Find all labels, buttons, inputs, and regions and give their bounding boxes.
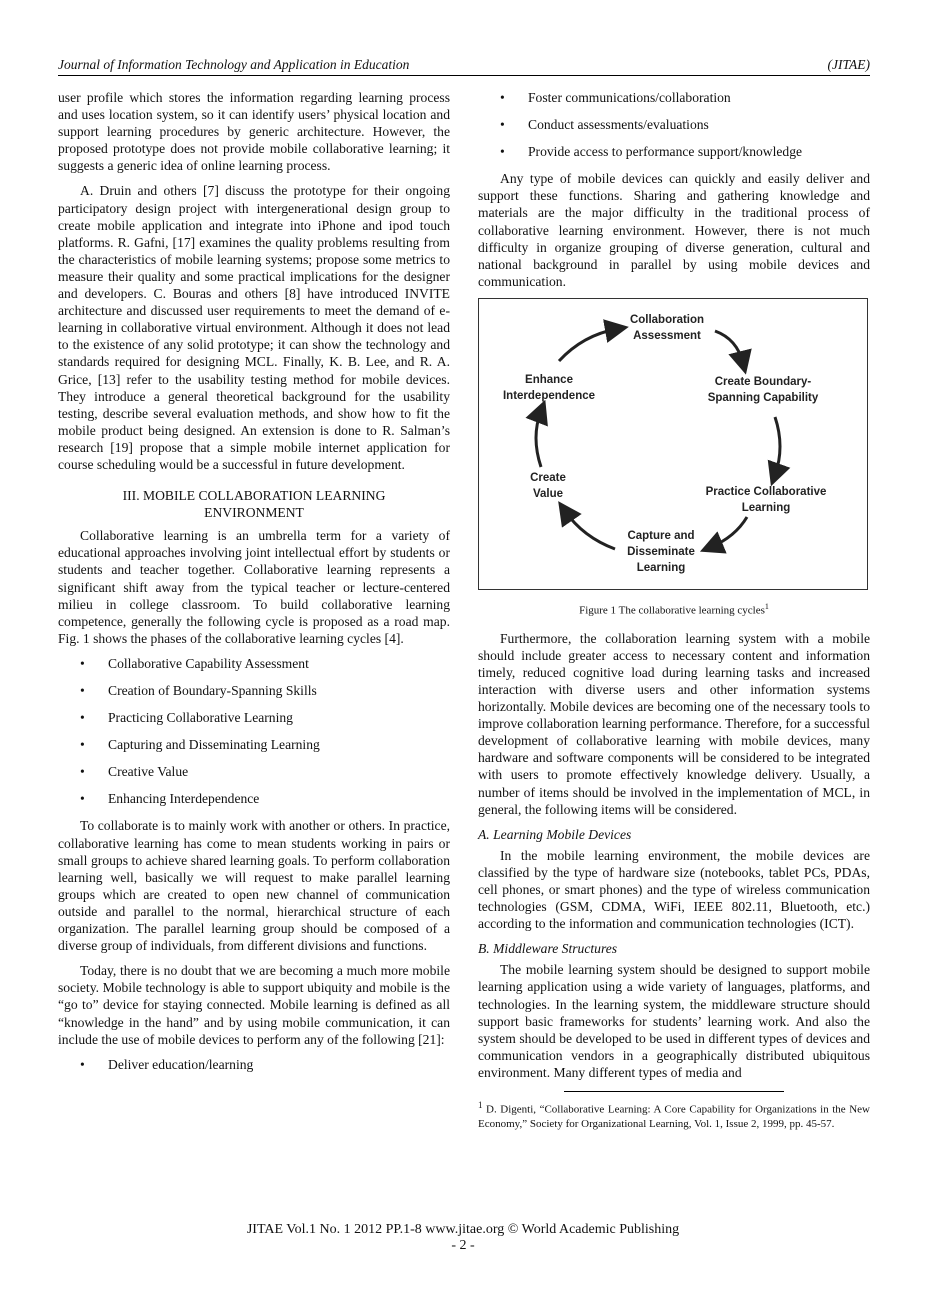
- footer-citation: JITAE Vol.1 No. 1 2012 PP.1-8 www.jitae.org © World Academic Publishing: [246, 1222, 680, 1237]
- footnote-number: 1: [478, 1100, 483, 1111]
- cycle-node-label: Create Value: [530, 471, 566, 500]
- list-item: • Creative Value: [58, 763, 450, 780]
- header-rule: [58, 75, 870, 76]
- paragraph: Today, there is no doubt that we are becoming a much more mobile society. Mobile technology is able to support ubiquity and mobile is the “go to” device for staying connected. Mobile learning is defined as all “knowledge in the hand” and by using mobile communication, it can include the use of mobile devices to perform any of the following [21]:: [58, 963, 450, 1047]
- footnote-text: D. Digenti, “Collaborative Learning: A Core Capability for Organizations in the New Economy,” Society for Organizational Learning, Vol. 1, Issue 2, 1999, pp. 45-57.: [478, 1103, 870, 1130]
- paragraph: user profile which stores the information regarding learning process and uses location system, so it can identify users’ physical location and support learning procedures by generic architecture. However, the proposed prototype does not provide mobile collaborative learning; it suggests a generic idea of online learning process.: [58, 90, 450, 174]
- list-item: • Enhancing Interdependence: [58, 790, 450, 807]
- cycle-node-label: Practice Collaborative Learning: [705, 485, 827, 514]
- footnote-rule: [564, 1091, 784, 1092]
- paragraph: In the mobile learning environment, the mobile devices are classified by the type of hardware size (notebooks, tablet PCs, PDAs, cell phones, or smart phones) and the type of wireless communication technologies (GSM, CDMA, WiFi, IEEE 802.11, Bluetooth, etc.) according to the information and communication technologies (ICT).: [478, 847, 870, 932]
- paragraph: A. Druin and others [7] discuss the prototype for their ongoing participatory design project with intergenerational design group to create mobile application and integrate into iPhone and ipod touch platforms. R. Gafni, [17] examines the quality problems resulting from the characteristics of mobile learning systems; propose some metrics to measure their quality and some practical implications for the designer and developers. C. Bouras and others [8] have introduced INVITE architecture and discussed user requirements to meet the demand of e-learning in collaborative virtual environment. Although it does not lead to the existence of any solid prototype; it can show the technology and standards required for designing MCL. Finally, K. B. Lee, and R. A. Grice, [13] refer to the usability testing method for mobile devices. They introduce a general theoretical background for the usability testing, describe several evaluation methods, and show how to fit the mobile product being designed. An extension is done to R. Salman’s research [19] propose that a simple mobile internet application for course scheduling would be a successful in future development.: [58, 183, 450, 472]
- right-column: [478, 89, 870, 1131]
- list-item: • Collaborative Capability Assessment: [58, 655, 450, 672]
- cycle-arrow: [536, 411, 541, 467]
- list-item: • Conduct assessments/evaluations: [478, 116, 870, 133]
- list-item: • Capturing and Disseminating Learning: [58, 736, 450, 753]
- page-footer: [0, 1222, 926, 1254]
- mobile-use-list-continued: [478, 89, 870, 160]
- cycle-arrow: [715, 331, 743, 363]
- figure-caption: [478, 598, 870, 620]
- list-item: • Foster communications/collaboration: [478, 89, 870, 106]
- cycle-node-label: Create Boundary-Spanning Capability: [707, 375, 819, 404]
- phase-list: [58, 655, 450, 808]
- paragraph: The mobile learning system should be designed to support mobile learning application using a wide variety of languages, platforms, and technologies. In the learning system, the middleware structure should support basic frameworks for students’ learning work. And also the system should be developed to be used in different types of devices and communication vendors in a geographically distributed ubiquitous environment. Many different types of media and: [478, 962, 870, 1080]
- figure-1-cycle-diagram: [478, 298, 868, 590]
- paragraph: To collaborate is to mainly work with another or others. In practice, collaborative learning has come to mean students working in pairs or small groups to achieve shared learning goals. To perform collaboration learning well, basically we will request to make parallel learning groups which are created to open new channel of communication outside and parallel to the normal, hierarchical structure of each organization. The parallel learning group should be composed of a diverse group of individuals, from different divisions and functions.: [58, 818, 450, 954]
- list-item: • Deliver education/learning: [58, 1056, 450, 1073]
- caption-footnote-mark: 1: [764, 601, 769, 611]
- paragraph: Furthermore, the collaboration learning system with a mobile should include greater access to necessary content and information timely, reduced cognitive load during learning tasks and increased interaction with diverse users and other information systems horizontally. Mobile devices are becoming one of the necessary tools to improve collaboration learning performance. Therefore, for a successful development of collaborative learning with mobile devices, many hardware and software components will be considered to be integrated with users to promote effectively knowledge delivery. Usually, a number of items should be involved in the implementation of MCL, in general, the following items will be considered.: [478, 630, 870, 817]
- paragraph: Any type of mobile devices can quickly and easily deliver and support these functions. Sharing and gathering knowledge and materials are the major difficulty in the traditional process of collaborative learning environment. However, there is not much difficulty in organize grouping of diverse generation, cultural and national background in parallel by using mobile devices and communication.: [478, 171, 870, 289]
- left-column: [58, 89, 450, 1083]
- list-item: • Provide access to performance support/knowledge: [478, 143, 870, 160]
- footnote: [478, 1098, 870, 1131]
- paragraph: Collaborative learning is an umbrella term for a variety of educational approaches involving joint intellectual effort by students or students and teacher together. Collaborative learning represents a significant shift away from the typical teacher or lecture-centered milieu in college classroom. To build collaborative learning competence, generally the following cycle is proposed as a road map. Fig. 1 shows the phases of the collaborative learning cycles [4].: [58, 528, 450, 646]
- cycle-node-label: Enhance Interdependence: [502, 373, 596, 402]
- cycle-arrow: [565, 511, 615, 549]
- list-item: • Practicing Collaborative Learning: [58, 709, 450, 726]
- caption-text: Figure 1 The collaborative learning cycles: [579, 604, 765, 617]
- cycle-arrow: [559, 329, 617, 361]
- cycle-arrow: [775, 417, 780, 475]
- list-item: • Creation of Boundary-Spanning Skills: [58, 682, 450, 699]
- subsection-heading: B. Middleware Structures: [478, 941, 618, 957]
- journal-title: Journal of Information Technology and Application in Education: [58, 57, 410, 72]
- cycle-arrow: [711, 517, 747, 547]
- cycle-node-label: Collaboration Assessment: [629, 313, 705, 342]
- cycle-node-label: Capture and Disseminate Learning: [627, 529, 695, 574]
- page-number: - 2 -: [451, 1238, 475, 1253]
- section-heading: III. MOBILE COLLABORATION LEARNING ENVIRONMENT: [122, 488, 386, 521]
- mobile-use-list: [58, 1056, 450, 1073]
- running-header: [58, 57, 870, 73]
- subsection-heading: A. Learning Mobile Devices: [478, 826, 632, 842]
- cycle-diagram-svg: [479, 299, 867, 589]
- journal-abbrev: (JITAE): [827, 57, 870, 72]
